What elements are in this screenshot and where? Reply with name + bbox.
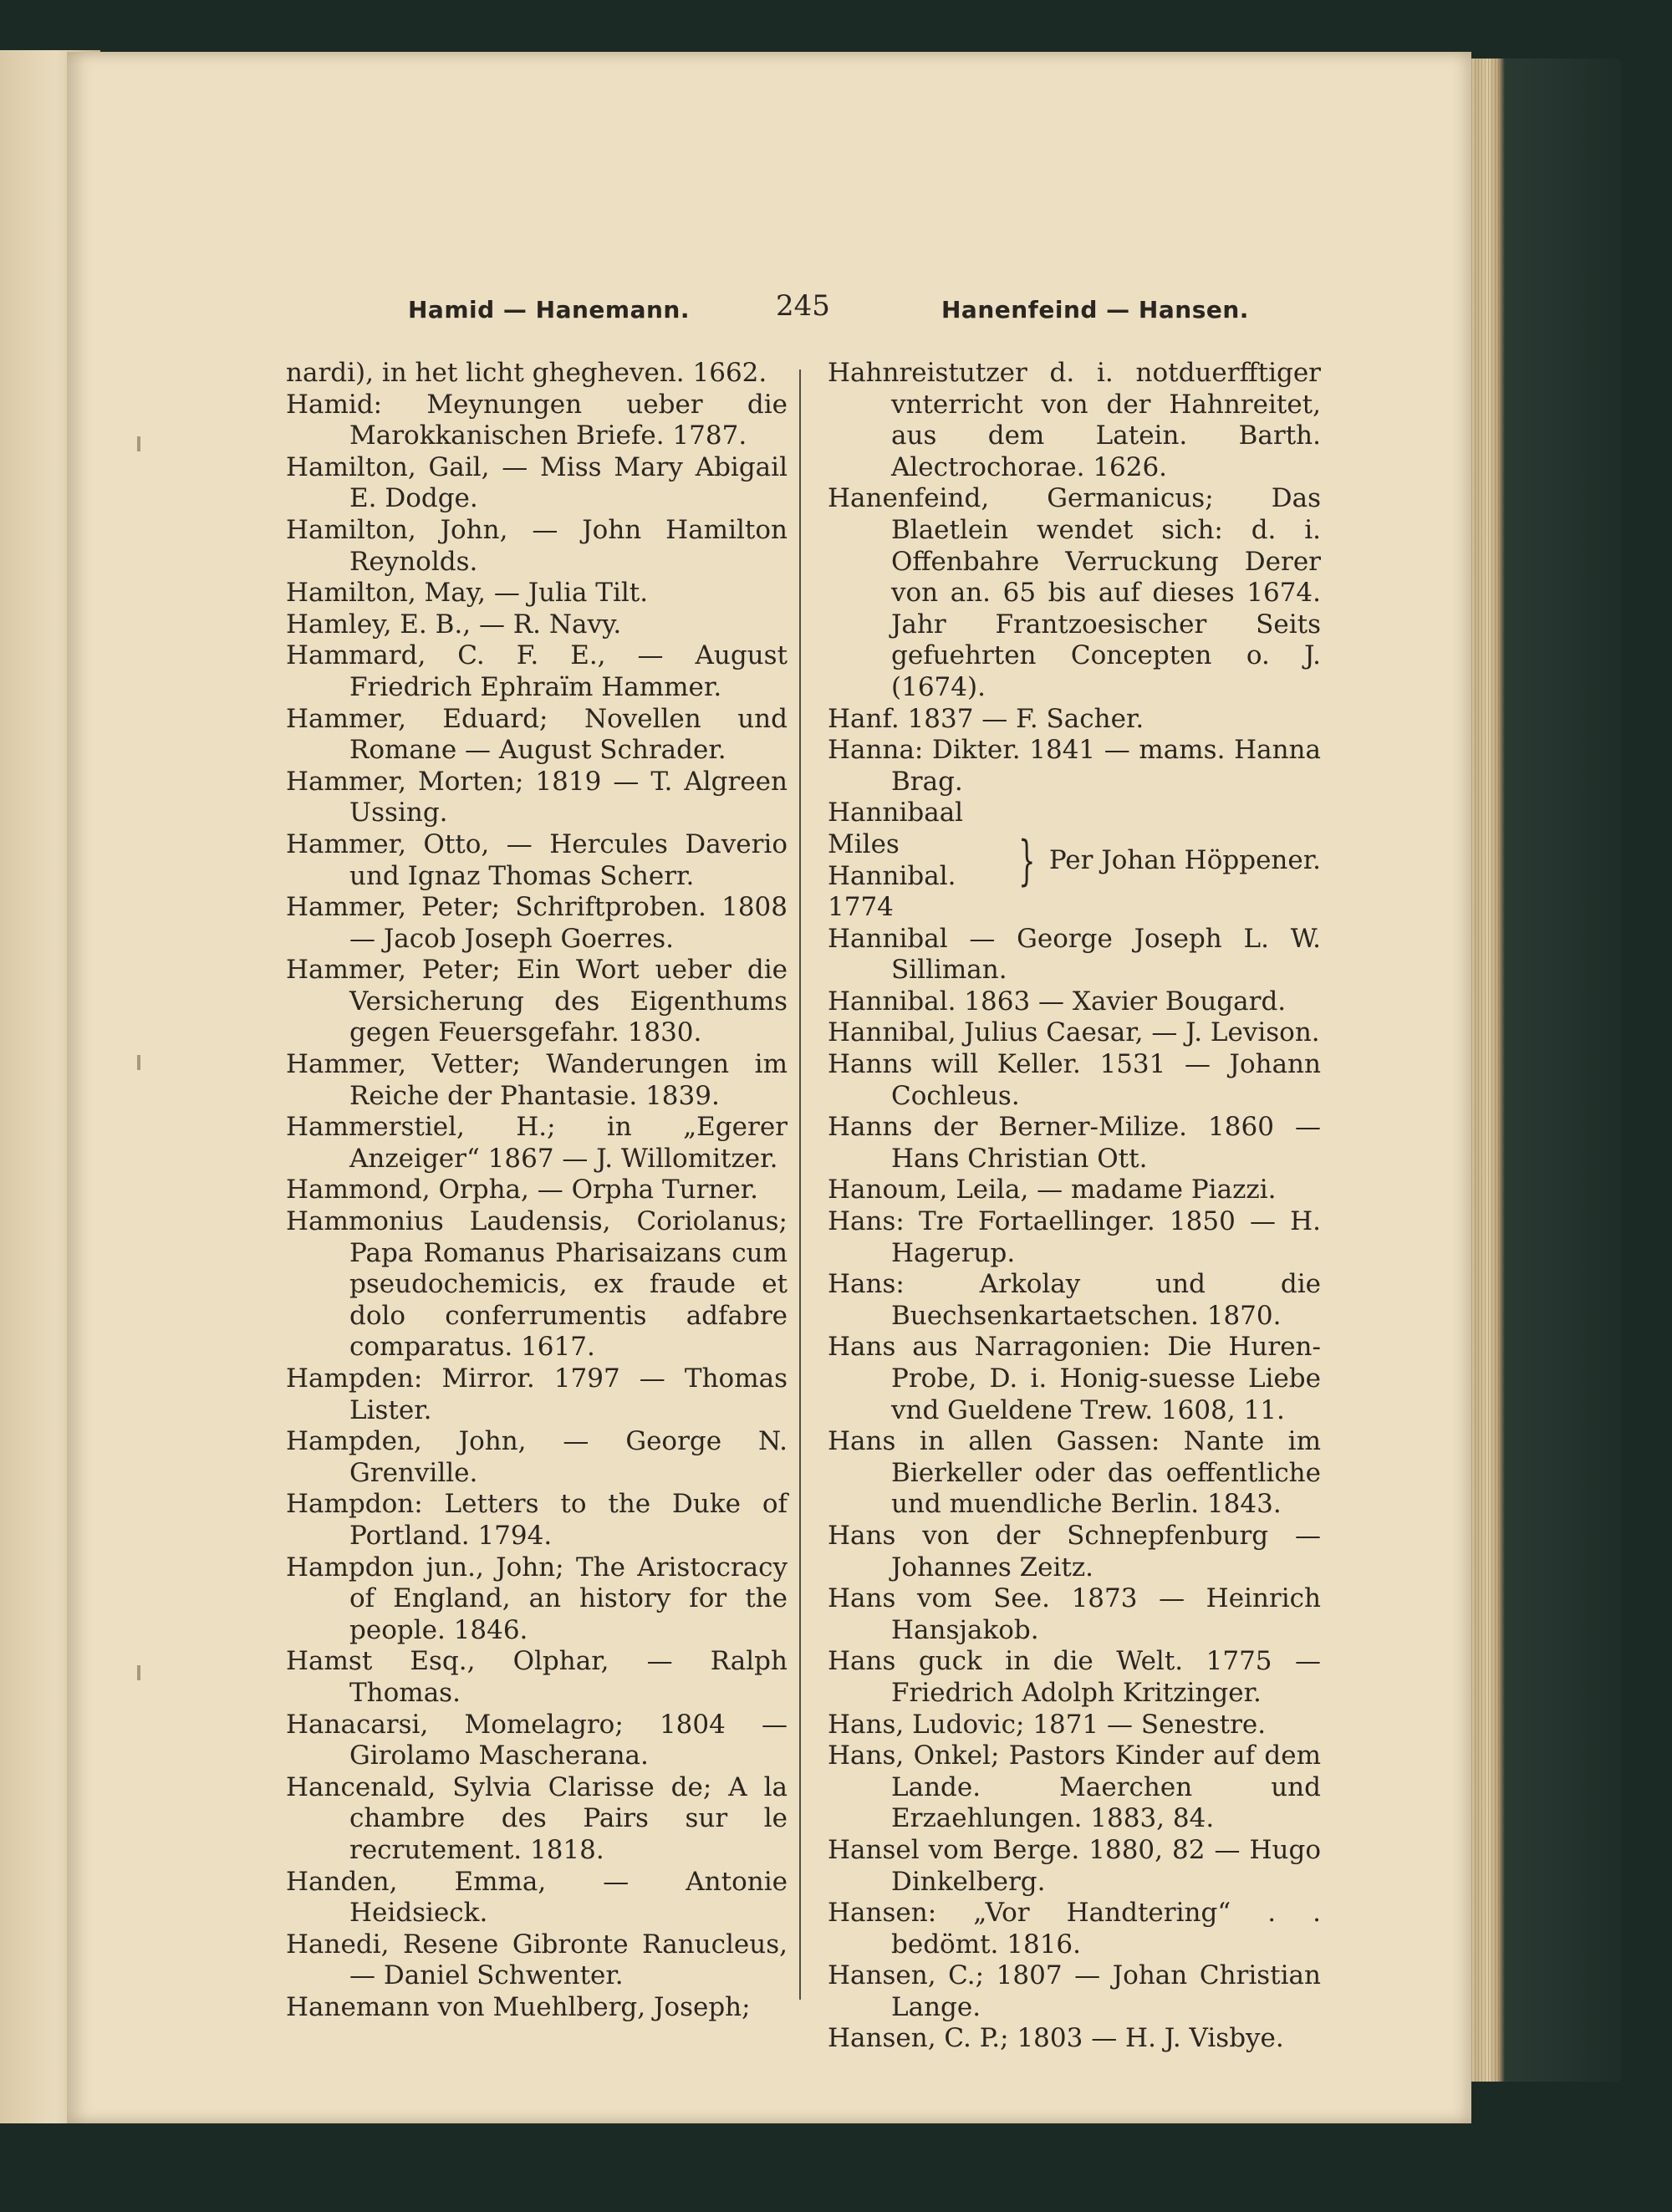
entry: Hannibal. 1863 — Xavier Bougard. (828, 986, 1287, 1017)
entry: Hamilton, John, — John Hamilton Reynolds. (286, 514, 788, 577)
entry: Hanedi, Resene Gibronte Ranucleus, — Daniel Schwenter. (286, 1929, 788, 1991)
margin-mark (137, 1665, 140, 1680)
entry: Hammer, Peter; Schriftproben. 1808 — Jacob Joseph Goerres. (286, 892, 788, 954)
entry: Hansen, C. P.; 1803 — H. J. Visbye. (828, 2023, 1284, 2054)
entry: Hammard, C. F. E., — August Friedrich Ephraïm Hammer. (286, 640, 788, 702)
running-head-left: Hamid — Hanemann. (408, 296, 690, 324)
running-head-right: Hanenfeind — Hansen. (941, 296, 1249, 324)
entry: Hans: Tre Fortaellinger. 1850 — H. Hagerup. (828, 1206, 1321, 1268)
entry: Hammerstiel, H.; in „Egerer Anzeiger“ 1867 — J. Willomitzer. (286, 1112, 788, 1174)
entry: Hannibal, Julius Caesar, — J. Levison. (828, 1017, 1320, 1048)
entry: Hanacarsi, Momelagro; 1804 — Girolamo Mascherana. (286, 1709, 788, 1771)
entry: Hancenald, Sylvia Clarisse de; A la chambre des Pairs sur le recrutement. 1818. (286, 1771, 788, 1865)
entry: Handen, Emma, — Antonie Heidsieck. (286, 1866, 788, 1929)
entry: Hamst Esq., Olphar, — Ralph Thomas. (286, 1646, 788, 1708)
entry: Hans in allen Gassen: Nante im Bierkeller oder das oeffentliche und muendliche Berlin. 1843. (828, 1426, 1321, 1520)
entry: Hammer, Otto, — Hercules Daverio und Ignaz Thomas Scherr. (286, 828, 788, 891)
entry: Hans, Ludovic; 1871 — Senestre. (828, 1709, 1267, 1740)
entry: Hammer, Vetter; Wanderungen im Reiche der Phantasie. 1839. (286, 1049, 788, 1111)
entry: Hanna: Dikter. 1841 — mams. Hanna Brag. (828, 735, 1321, 797)
book-page (67, 52, 1471, 2123)
left-column (286, 358, 788, 2023)
entry: Hans: Arkolay und die Buechsenkartaetschen. 1870. (828, 1269, 1321, 1331)
margin-mark (137, 436, 140, 451)
bracket-name: Hannibaal Miles (828, 798, 964, 859)
entry: Hahnreistutzer d. i. notduerfftiger vnterricht von der Hahnreitet, aus dem Latein. Barth. Alectrochorae. 1626. (828, 358, 1321, 482)
entry: Hampdon: Letters to the Duke of Portland. 1794. (286, 1489, 788, 1551)
entry: Hans vom See. 1873 — Heinrich Hansjakob. (828, 1583, 1321, 1645)
entry: Hansel vom Berge. 1880, 82 — Hugo Dinkelberg. (828, 1834, 1321, 1897)
page-number: 245 (776, 289, 830, 323)
entry: Hans guck in die Welt. 1775 — Friedrich Adolph Kritzinger. (828, 1646, 1321, 1708)
running-head (67, 289, 1471, 336)
margin-mark (137, 1055, 140, 1070)
entry: Hansen, C.; 1807 — Johan Christian Lange. (828, 1960, 1321, 2022)
bracket-name: Hannibal. 1774 (828, 860, 956, 923)
entry: Hanns will Keller. 1531 — Johann Cochleus. (828, 1049, 1321, 1111)
entry: Hamid: Meynungen ueber die Marokkanischen Briefe. 1787. (286, 389, 788, 451)
entry: Hanoum, Leila, — madame Piazzi. (828, 1175, 1277, 1205)
bracketed-names (828, 798, 1007, 923)
entry: Hammonius Laudensis, Coriolanus; Papa Romanus Pharisaizans cum pseudochemicis, ex fraude et dolo conferrumentis adfabre comparatus. 1617. (286, 1206, 788, 1363)
entry: Hammer, Eduard; Novellen und Romane — August Schrader. (286, 703, 788, 766)
entry: Hamley, E. B., — R. Navy. (286, 609, 622, 640)
bracket-target: Per Johan Höppener. (1048, 844, 1321, 875)
bracketed-entry (828, 798, 1321, 923)
entry: Hampden: Mirror. 1797 — Thomas Lister. (286, 1363, 788, 1425)
entry: Hanenfeind, Germanicus; Das Blaetlein wendet sich: d. i. Offenbahre Verruckung Derer von an. 65 bis auf dieses 1674. Jahr Frantzoesischer Seits gefuehrten Concepten o. J. (1674). (828, 483, 1321, 702)
entry: Hampden, John, — George N. Grenville. (286, 1426, 788, 1488)
column-divider (799, 370, 801, 2000)
entry: Hans von der Schnepfenburg — Johannes Zeitz. (828, 1520, 1321, 1583)
entry: nardi), in het licht ghegheven. 1662. (286, 358, 767, 388)
entry: Hans aus Narragonien: Die Huren-Probe, D. i. Honig-suesse Liebe vnd Gueldene Trew. 1608, 11. (828, 1332, 1321, 1425)
entry: Hamilton, Gail, — Miss Mary Abigail E. Dodge. (286, 451, 788, 514)
right-column (828, 358, 1321, 2055)
entry: Hamilton, May, — Julia Tilt. (286, 578, 649, 609)
entry: Hans, Onkel; Pastors Kinder auf dem Lande. Maerchen und Erzaehlungen. 1883, 84. (828, 1741, 1321, 1834)
entry: Hampdon jun., John; The Aristocracy of England, an history for the people. 1846. (286, 1552, 788, 1645)
entry: Hansen: „Vor Handtering“ . . bedömt. 1816. (828, 1898, 1321, 1960)
entry: Hanemann von Muehlberg, Joseph; (286, 1991, 751, 2022)
entry: Hanns der Berner-Milize. 1860 — Hans Christian Ott. (828, 1112, 1321, 1174)
entry: Hanf. 1837 — F. Sacher. (828, 703, 1144, 734)
entry: Hammond, Orpha, — Orpha Turner. (286, 1175, 758, 1205)
entry: Hammer, Peter; Ein Wort ueber die Versicherung des Eigenthums gegen Feuersgefahr. 1830. (286, 955, 788, 1048)
book-page-edges (1455, 59, 1622, 2082)
entry: Hammer, Morten; 1819 — T. Algreen Ussing. (286, 766, 788, 828)
curly-brace-symbol: } (1018, 829, 1036, 892)
entry: Hannibal — George Joseph L. W. Silliman. (828, 923, 1321, 986)
